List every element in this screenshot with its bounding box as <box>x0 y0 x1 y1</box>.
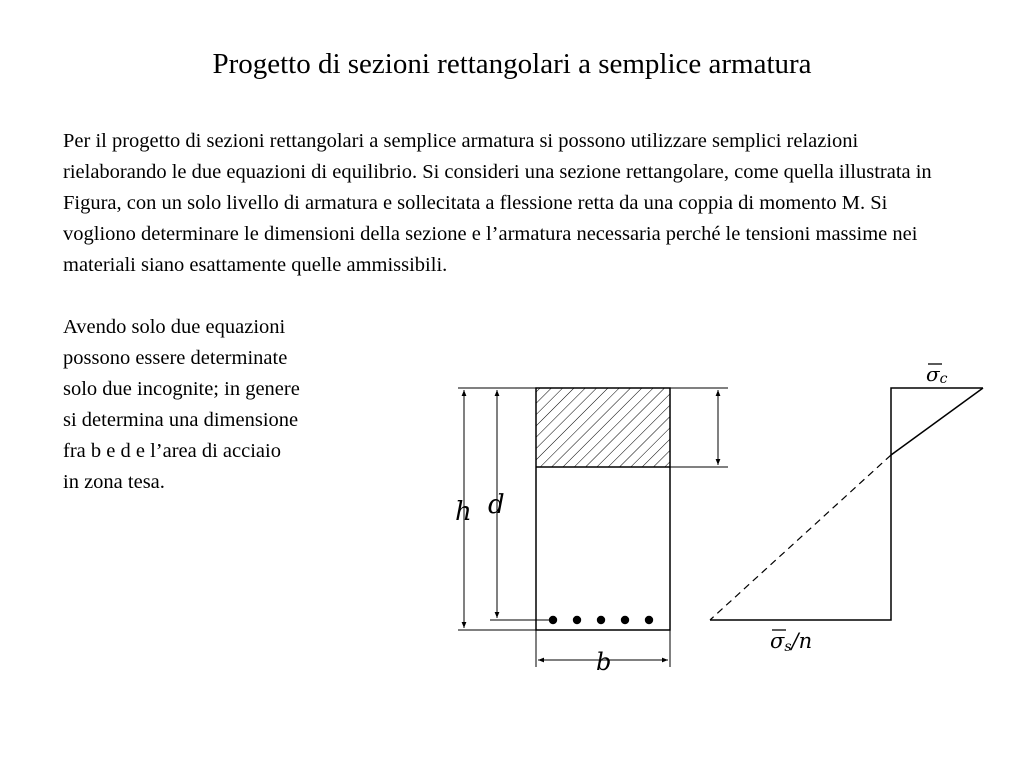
label-h: h <box>455 497 472 527</box>
side-line: si determina una dimensione <box>63 409 299 431</box>
side-line: in zona tesa. <box>63 471 165 493</box>
label-b: b <box>596 648 612 676</box>
intro-paragraph: Per il progetto di sezioni rettangolari a semplice armatura si possono utilizzare semplici relazioni rielaborando le due equazioni di equilibrio. Si consideri una sezione rettangolare, come quella illustrata in Figura, con un solo livello di armatura e sollecitata a flessione retta da una coppia di momento M. Si vogliono determinare le dimensioni della sezione e l’armatura necessaria perché le tensioni massime nei materiali siano esattamente quelle ammissibili. <box>63 130 932 276</box>
side-line: Avendo solo due equazioni <box>63 316 286 338</box>
rebar-dot <box>645 616 653 624</box>
rebar-dot <box>573 616 581 624</box>
rebar-dot <box>621 616 629 624</box>
sigma-c-label: σc <box>926 362 948 387</box>
rebar-dot <box>597 616 605 624</box>
stress-diagram-outline <box>710 388 983 620</box>
stress-dashed-line <box>710 455 891 620</box>
compressed-zone-hatch <box>536 388 670 467</box>
side-line: possono essere determinate <box>63 347 288 369</box>
side-line: solo due incognite; in genere <box>63 378 300 400</box>
rebar-dot <box>549 616 557 624</box>
side-line: fra b e d e l’area di acciaio <box>63 440 281 462</box>
stress-compression-line <box>891 388 983 455</box>
sigma-s-label: σs/n <box>770 629 813 655</box>
label-d: d <box>488 490 505 520</box>
page-title: Progetto di sezioni rettangolari a semplice armatura <box>212 48 812 80</box>
